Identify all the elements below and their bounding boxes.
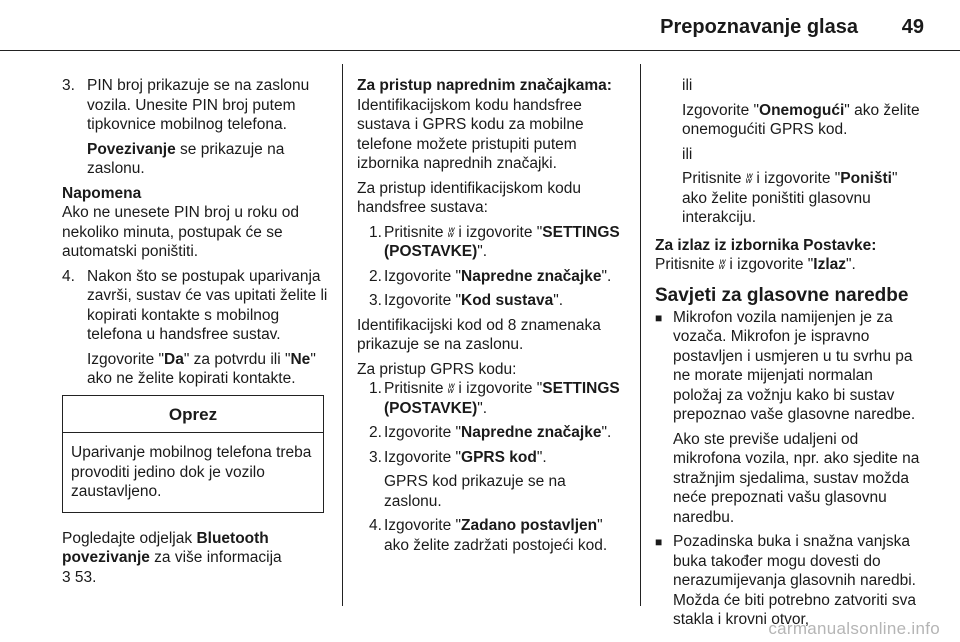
step-4 (62, 267, 330, 389)
page-number: 49 (901, 16, 924, 38)
gprs-step-1: 1. Pritisnite ʬ i izgovorite "SETTINGS (POSTAVKE)". (369, 380, 620, 417)
disable-option: Izgovorite "Onemogući" ako želite onemogućiti GPRS kod. (682, 101, 920, 138)
page-title: Prepoznavanje glasa (660, 16, 858, 38)
exit-text: Pritisnite ʬ i izgovorite "Izlaz". (655, 256, 856, 273)
step-text: PIN broj prikazuje se na zaslonu vozila. Unesite PIN broj putem tipkovnice mobilnog telefona. (87, 77, 310, 133)
id-intro: Za pristup identifikacijskom kodu handsfree sustava: (357, 179, 581, 216)
tips-title: Savjeti za glasovne naredbe (655, 284, 909, 306)
or-text: ili (682, 145, 693, 163)
step-subtext: Povezivanje se prikazuje na zaslonu. (87, 140, 285, 177)
header-divider (0, 50, 960, 51)
arrow-icon: 3 (62, 568, 71, 586)
id-step-3: 3. Izgovorite "Kod sustava". (369, 292, 563, 309)
voice-button-icon: ʬ (718, 257, 726, 272)
watermark: carmanualsonline.info (768, 618, 940, 638)
section-heading: Za pristup naprednim značajkama: (357, 77, 612, 94)
intro-text: Identifikacijskom kodu handsfree sustava i GPRS kodu za mobilne telefone možete pristupiti putem izbornika naprednih značajki. (357, 96, 584, 172)
step-number: 4. (62, 267, 75, 285)
gprs-step-4: 4. Izgovorite "Zadano postavljen" ako želite zadržati postojeći kod. (369, 517, 608, 554)
gprs-step-2: 2. Izgovorite "Napredne značajke". (369, 424, 612, 441)
caution-box (62, 395, 324, 513)
note-text: Ako ne unesete PIN broj u roku od nekoliko minuta, postupak će se automatski poništiti. (62, 204, 299, 260)
caution-text: Uparivanje mobilnog telefona treba provoditi jedino dok je vozilo zaustavljeno. (71, 444, 312, 500)
voice-button-icon: ʬ (447, 381, 455, 396)
voice-button-icon: ʬ (447, 224, 455, 240)
column-middle (357, 76, 625, 555)
gprs-step-3: 3. Izgovorite "GPRS kod". GPRS kod prikazuje se na zaslonu. (369, 448, 566, 510)
column-left (62, 76, 330, 587)
cancel-option: Pritisnite ʬ i izgovorite "Poništi" ako želite poništiti glasovnu interakciju. (682, 170, 898, 226)
gprs-intro: Za pristup GPRS kodu: (357, 360, 517, 378)
caution-title: Oprez (63, 396, 323, 434)
tip-item: ■ Pozadinska buka i snažna vanjska buka također mogu dovesti do nerazumijevanja glasovnih naredbi. Možda će biti potrebno zatvoriti sva stakla i krovni otvor, (655, 533, 916, 628)
or-text: ili (682, 77, 693, 94)
bullet-icon: ■ (655, 535, 663, 549)
step-number: 3. (62, 77, 75, 94)
reference-text: Pogledajte odjeljak Bluetooth povezivanje za više informacija 3 53. (62, 529, 282, 586)
column-right (655, 76, 925, 630)
step-3 (62, 76, 330, 179)
id-step-1: 1. Pritisnite ʬ i izgovorite "SETTINGS (POSTAVKE)". (369, 223, 620, 260)
tip-item: ■ Mikrofon vozila namijenjen je za vozača. Mikrofon je ispravno postavljen i usmjeren u tu svrhu pa ne morate mijenjati normalan položaj za vožnju kako bi sustav prepoznao vaše glasovne naredbe. Ako ste previše udaljeni od mikrofona vozila, npr. ako sjedite na stražnjim sjedalima, sustav možda neće prepoznati vašu glasovnu naredbu. (655, 308, 920, 526)
page-header (0, 0, 960, 50)
step-text: Nakon što se postupak uparivanja završi, sustav će vas upitati želite li kopirati kontakte s mobilnog telefona u handsfree sustav. (87, 267, 328, 343)
continued-steps (655, 76, 925, 228)
column-divider-2 (640, 64, 641, 606)
exit-heading: Za izlaz iz izbornika Postavke: (655, 236, 877, 254)
voice-button-icon: ʬ (745, 171, 753, 186)
id-result: Identifikacijski kod od 8 znamenaka prikazuje se na zaslonu. (357, 316, 601, 353)
column-divider-1 (342, 64, 343, 606)
step-subtext: Izgovorite "Da" za potvrdu ili "Ne" ako ne želite kopirati kontakte. (87, 350, 316, 387)
note-title: Napomena (62, 184, 142, 202)
id-step-2: 2. Izgovorite "Napredne značajke". (369, 267, 612, 285)
bluetooth-link[interactable]: Bluetooth povezivanje (62, 529, 269, 566)
bullet-icon: ■ (655, 310, 663, 325)
